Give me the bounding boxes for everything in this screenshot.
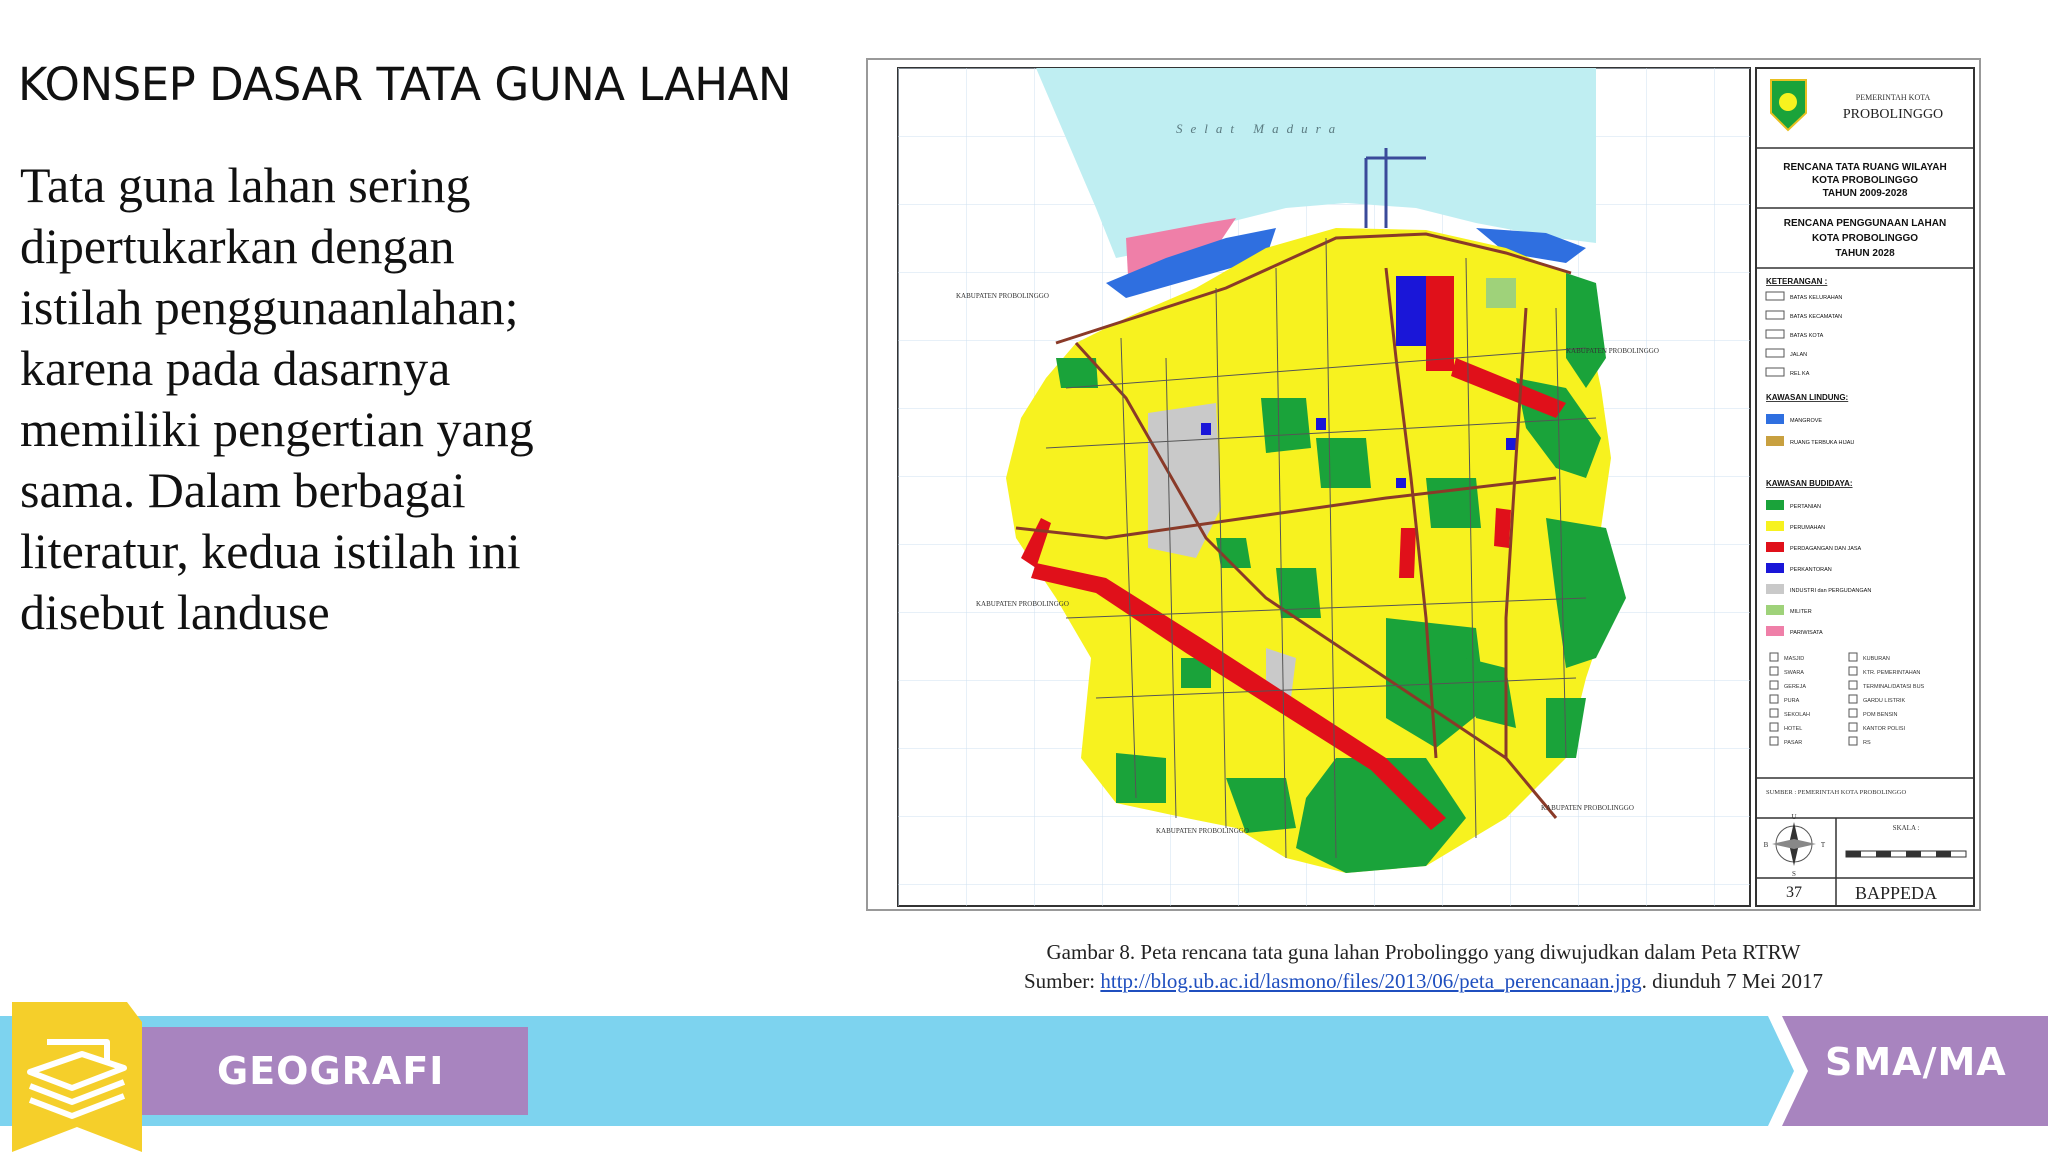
source-link[interactable]: http://blog.ub.ac.id/lasmono/files/2013/06/peta_perencanaan.jpg [1100,969,1642,993]
military-area [1486,278,1516,308]
caption-source-line [866,967,1981,996]
facility-label: HOTEL [1784,726,1803,732]
budidaya-heading: KAWASAN BUDIDAYA: [1766,479,1853,488]
map-page-number: 37 [1786,884,1802,901]
slide-title: KONSEP DASAR TATA GUNA LAHAN [18,58,792,111]
land-use-map [866,58,1981,911]
land-use-map-figure [866,58,1981,911]
legend-budidaya-label: INDUSTRI dan PERGUDANGAN [1790,588,1872,594]
subject-label: GEOGRAFI [217,1049,445,1093]
legend-swatch-perumahan [1766,521,1784,531]
facility-label: MASJID [1784,656,1805,662]
legend-line-label: REL KA [1790,371,1810,377]
compass-east: T [1820,841,1826,849]
legend-budidaya-label: PARIWISATA [1790,630,1823,636]
legend-source: SUMBER : PEMERINTAH KOTA PROBOLINGGO [1766,789,1907,796]
caption-line: Gambar 8. Peta rencana tata guna lahan Probolinggo yang diwujudkan dalam Peta RTRW [1046,940,1801,964]
paragraph-line: disebut landuse [20,584,330,640]
caption-source-prefix: Sumber: [1023,969,1101,993]
legend-swatch-pariwisata [1766,626,1784,636]
map-title-line: TAHUN 2028 [1835,248,1895,259]
facility-label: RS [1863,740,1871,746]
legend-swatch-perkantoran [1766,563,1784,573]
plan-title-line: TAHUN 2009-2028 [1822,188,1908,199]
region-label: KABUPATEN PROBOLINGGO [1566,347,1659,355]
legend-swatch-mangrove [1766,414,1784,424]
paragraph-line: karena pada dasarnya [20,340,451,396]
legend-budidaya-label: PERDAGANGAN DAN JASA [1790,546,1862,552]
caption-source-suffix: . diunduh 7 Mei 2017 [1641,969,1824,993]
region-label: KABUPATEN PROBOLINGGO [1156,827,1249,835]
facility-label: TERMINAL/DATASI BUS [1863,684,1925,690]
scale-label: SKALA : [1892,824,1920,832]
map-title-line: KOTA PROBOLINGGO [1811,233,1919,244]
paragraph-line: dipertukarkan dengan [20,218,455,274]
legend-budidaya-label: PERTANIAN [1790,504,1821,510]
legend-lindung-label: RUANG TERBUKA HIJAU [1790,440,1855,446]
facility-label: PASAR [1784,740,1803,746]
paragraph-line: Tata guna lahan sering [20,157,471,213]
figure-caption [866,938,1981,996]
lindung-heading: KAWASAN LINDUNG: [1766,393,1849,402]
subject-banner [135,1027,528,1115]
facility-label: GARDU LISTRIK [1863,698,1906,704]
compass-west: B [1763,841,1769,849]
paragraph-line: sama. Dalam berbagai [20,462,466,518]
facility-label: KUBURAN [1863,656,1890,662]
legend-swatch-rth [1766,436,1784,446]
paragraph-line: literatur, kedua istilah ini [20,523,521,579]
legend-line-label: BATAS KELURAHAN [1790,295,1843,301]
compass-north: U [1791,813,1797,821]
facility-label: POM BENSIN [1863,712,1898,718]
keterangan-heading: KETERANGAN : [1766,277,1828,286]
legend-line-label: JALAN [1790,352,1808,358]
paragraph-line: istilah penggunaanlahan; [20,279,519,335]
facility-label: KTR. PEMERINTAHAN [1863,670,1921,676]
facility-label: SEKOLAH [1784,712,1810,718]
book-stack-icon [12,1002,142,1152]
facility-label: SWARA [1784,670,1804,676]
facility-label: GEREJA [1784,684,1807,690]
region-label: KABUPATEN PROBOLINGGO [976,600,1069,608]
legend-org-prefix: PEMERINTAH KOTA [1855,93,1931,102]
facility-label: KANTOR POLISI [1863,726,1906,732]
sea-label: Selat Madura [1176,121,1344,136]
legend-org-name: PROBOLINGGO [1842,107,1944,122]
slide-paragraph [20,155,640,643]
legend-swatch-perdagangan [1766,542,1784,552]
region-label: KABUPATEN PROBOLINGGO [1541,804,1634,812]
compass-south: S [1792,870,1796,878]
region-label: KABUPATEN PROBOLINGGO [956,292,1049,300]
legend-budidaya-label: PERKANTORAN [1790,567,1832,573]
legend-budidaya-label: PERUMAHAN [1790,525,1826,531]
legend-swatch-pertanian [1766,500,1784,510]
legend-line-label: BATAS KOTA [1790,333,1824,339]
scale-bar [1846,851,1966,857]
level-label: SMA/MA [1825,1040,2007,1084]
legend-line-label: BATAS KECAMATAN [1790,314,1843,320]
legend-swatch-industri [1766,584,1784,594]
facility-label: PURA [1784,698,1800,704]
plan-title-line: KOTA PROBOLINGGO [1811,175,1919,186]
plan-title-line: RENCANA TATA RUANG WILAYAH [1783,162,1947,173]
legend-swatch-militer [1766,605,1784,615]
paragraph-line: memiliki pengertian yang [20,401,534,457]
legend-lindung-label: MANGROVE [1790,418,1823,424]
map-title-line: RENCANA PENGGUNAAN LAHAN [1783,218,1947,229]
legend-budidaya-label: MILITER [1790,609,1812,615]
map-agency: BAPPEDA [1854,883,1938,903]
